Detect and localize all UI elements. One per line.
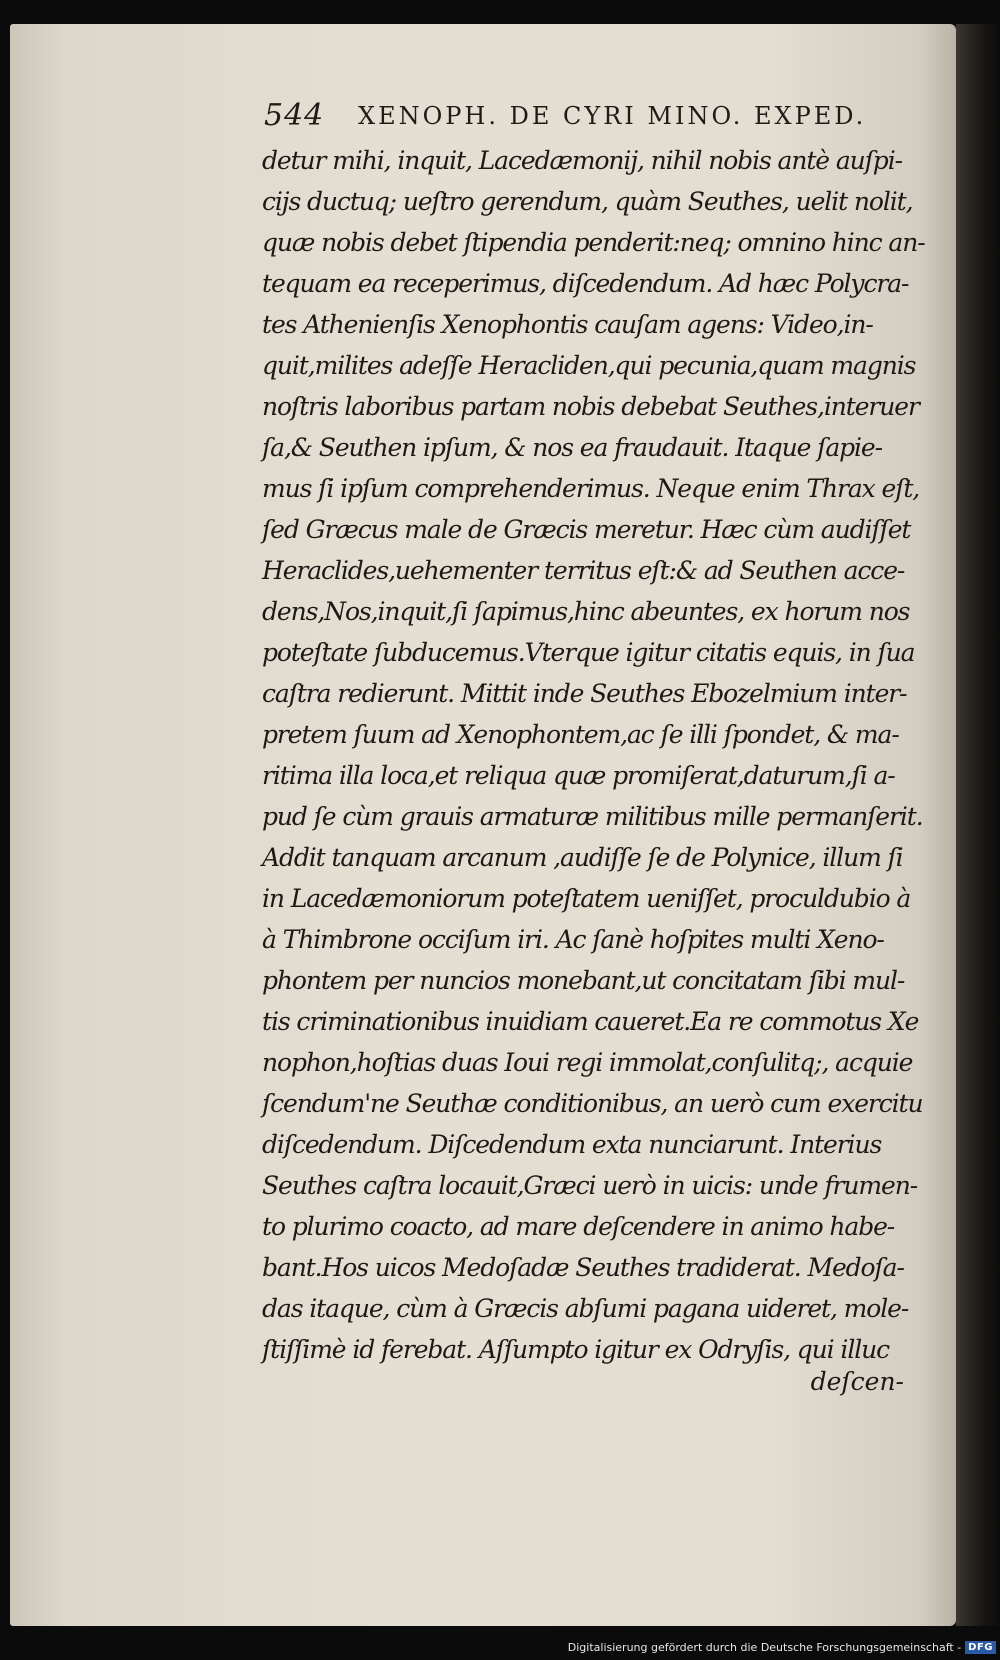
dfg-logo: DFG: [965, 1641, 996, 1654]
text-line: tequam ea receperimus, diſcedendum. Ad hæc Polycra-: [262, 269, 909, 298]
text-line: caſtra redierunt. Mittit inde Seuthes Ebozelmium inter-: [262, 679, 907, 708]
text-line: poteſtate ſubducemus.Vterque igitur citatis equis, in ſua: [262, 638, 915, 667]
text-line: nophon,hoſtias duas Ioui regi immolat,conſulitq;, acquie: [262, 1048, 913, 1077]
text-line: mus ſi ipſum comprehenderimus. Neque enim Thrax eſt,: [262, 474, 920, 503]
digitization-credit: [568, 1641, 996, 1654]
text-line: Addit tanquam arcanum ,audiſſe ſe de Polynice, illum ſi: [262, 843, 903, 872]
page-header: [264, 98, 904, 138]
text-line: cijs ductuq; ueſtro gerendum, quàm Seuthes, uelit nolit,: [262, 187, 913, 216]
text-line: dens,Nos,inquit,ſi ſapimus,hinc abeuntes, ex horum nos: [262, 597, 910, 626]
catchword: deſcen-: [810, 1367, 904, 1396]
text-line: in Lacedæmoniorum poteſtatem ueniſſet, proculdubio à: [262, 884, 911, 913]
page-edge-shadow: [956, 24, 1000, 1626]
text-line: diſcedendum. Diſcedendum exta nunciarunt. Interius: [262, 1130, 882, 1159]
text-line: Seuthes caſtra locauit,Græci uerò in uicis: unde frumen-: [262, 1171, 918, 1200]
text-line: quæ nobis debet ſtipendia penderit:neq; omnino hinc an-: [262, 228, 925, 257]
text-line: bant.Hos uicos Medoſadæ Seuthes tradiderat. Medoſa-: [262, 1253, 904, 1282]
text-line: detur mihi, inquit, Lacedæmonij, nihil nobis antè auſpi-: [262, 146, 902, 175]
text-line: ſcendum'ne Seuthæ conditionibus, an uerò cum exercitu: [262, 1089, 923, 1118]
text-line: ſa,& Seuthen ipſum, & nos ea fraudauit. Itaque ſapie-: [262, 433, 882, 462]
text-line: tes Athenienſis Xenophontis cauſam agens: Video,in-: [262, 310, 873, 339]
text-line: ſtiſſimè id ferebat. Aſſumpto igitur ex Odryſis, qui illuc: [262, 1335, 890, 1364]
body-text: [262, 140, 925, 1370]
text-line: phontem per nuncios monebant,ut concitatam ſibi mul-: [262, 966, 905, 995]
text-line: das itaque, cùm à Græcis abſumi pagana uideret, mole-: [262, 1294, 909, 1323]
page-number: 544: [264, 98, 325, 133]
text-line: pretem ſuum ad Xenophontem,ac ſe illi ſpondet, & ma-: [262, 720, 899, 749]
text-line: ritima illa loca,et reliqua quæ promiſerat,daturum,ſi a-: [262, 761, 895, 790]
text-line: ſed Græcus male de Græcis meretur. Hæc cùm audiſſet: [262, 515, 911, 544]
text-line: Heraclides,uehementer territus eſt:& ad Seuthen acce-: [262, 556, 905, 585]
text-line: pud ſe cùm grauis armaturæ militibus mille permanſerit.: [262, 802, 923, 831]
running-title: XENOPH. DE CYRI MINO. EXPED.: [358, 102, 867, 130]
text-line: quit,milites adeſſe Heracliden,qui pecunia,quam magnis: [262, 351, 916, 380]
text-line: tis criminationibus inuidiam caueret.Ea re commotus Xe: [262, 1007, 919, 1036]
text-line: to plurimo coacto, ad mare deſcendere in animo habe-: [262, 1212, 895, 1241]
credit-text: Digitalisierung gefördert durch die Deutsche Forschungsgemeinschaft -: [567, 1641, 962, 1654]
text-line: noſtris laboribus partam nobis debebat Seuthes,interuer: [262, 392, 919, 421]
text-line: à Thimbrone occiſum iri. Ac ſanè hoſpites multi Xeno-: [262, 925, 884, 954]
